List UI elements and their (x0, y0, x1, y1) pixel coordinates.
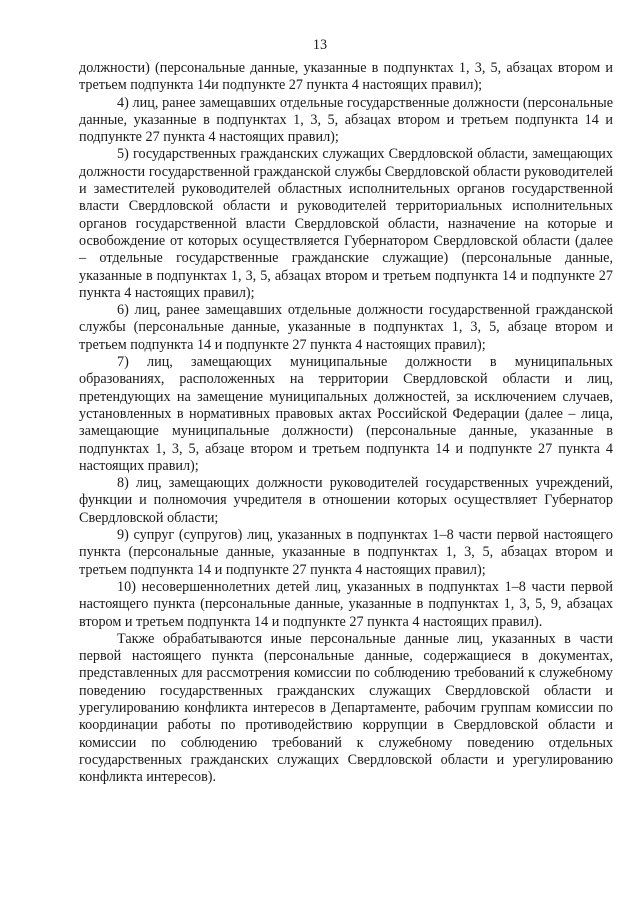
list-item-6: 6) лиц, ранее замещавших отдельные должности государственной гражданской службы (персональные данные, указанные в подпунктах 1, 3, 5, абзаце втором и третьем подпункта 14 и подпункте 27 пункта 4 настоящих правил); (79, 302, 613, 353)
list-item-8: 8) лиц, замещающих должности руководителей государственных учреждений, функции и полномочия учредителя в отношении которых осуществляет Губернатор Свердловской области; (79, 475, 613, 526)
list-item-7: 7) лиц, замещающих муниципальные должности в муниципальных образованиях, расположенных на территории Свердловской области и лиц, претендующих на замещение муниципальных должностей, за исключением случаев, установленных в нормативных правовых актах Российской Федерации (далее – лица, замещающие муниципальные должности) (персональные данные, указанные в подпунктах 1, 3, 5, абзаце втором и третьем подпункта 14 и подпункте 27 пункта 4 настоящих правил); (79, 354, 613, 474)
list-item-5: 5) государственных гражданских служащих Свердловской области, замещающих должности государственной гражданской службы Свердловской области руководителей и заместителей руководителей областных исполнительных органов государственной власти Свердловской области и руководителей территориальных исполнительных органов государственной власти Свердловской области, назначение на которые и освобождение от которых осуществляется Губернатором Свердловской области (далее – отдельные государственные гражданские служащие) (персональные данные, указанные в подпунктах 1, 3, 5, абзацах втором и третьем подпункта 14 и подпункте 27 пункта 4 настоящих правил); (79, 146, 613, 301)
list-item-9: 9) супруг (супругов) лиц, указанных в подпунктах 1–8 части первой настоящего пункта (персональные данные, указанные в подпунктах 1, 3, 5, абзацах втором и третьем подпункта 14 и подпункте 27 пункта 4 настоящих правил); (79, 527, 613, 578)
list-item-10: 10) несовершеннолетних детей лиц, указанных в подпунктах 1–8 части первой настоящего пункта (персональные данные, указанные в подпунктах 1, 3, 5, 9, абзацах втором и третьем подпункта 14 и подпункте 27 пункта 4 настоящих правил). (79, 578, 613, 630)
document-body (79, 60, 613, 786)
closing-paragraph: Также обрабатываются иные персональные данные лиц, указанных в части первой настоящего пункта (персональные данные, содержащиеся в документах, представленных для рассмотрения комиссии по соблюдению требований к служебному поведению государственных гражданских служащих Свердловской области и урегулированию конфликта интересов в Департаменте, рабочим группам комиссии по координации работы по противодействию коррупции в Свердловской области и комиссии по соблюдению требований к служебному поведению отдельных государственных гражданских служащих Свердловской области и урегулированию конфликта интересов). (79, 630, 613, 786)
page-number: 13 (312, 37, 328, 53)
list-item-4: 4) лиц, ранее замещавших отдельные государственные должности (персональные данные, указанные в подпунктах 1, 3, 5, абзацах втором и третьем подпункта 14 и подпункте 27 пункта 4 настоящих правил); (79, 94, 613, 146)
paragraph-continuation: должности) (персональные данные, указанные в подпунктах 1, 3, 5, абзацах втором и третьем подпункта 14и подпункте 27 пункта 4 настоящих правил); (79, 60, 613, 94)
